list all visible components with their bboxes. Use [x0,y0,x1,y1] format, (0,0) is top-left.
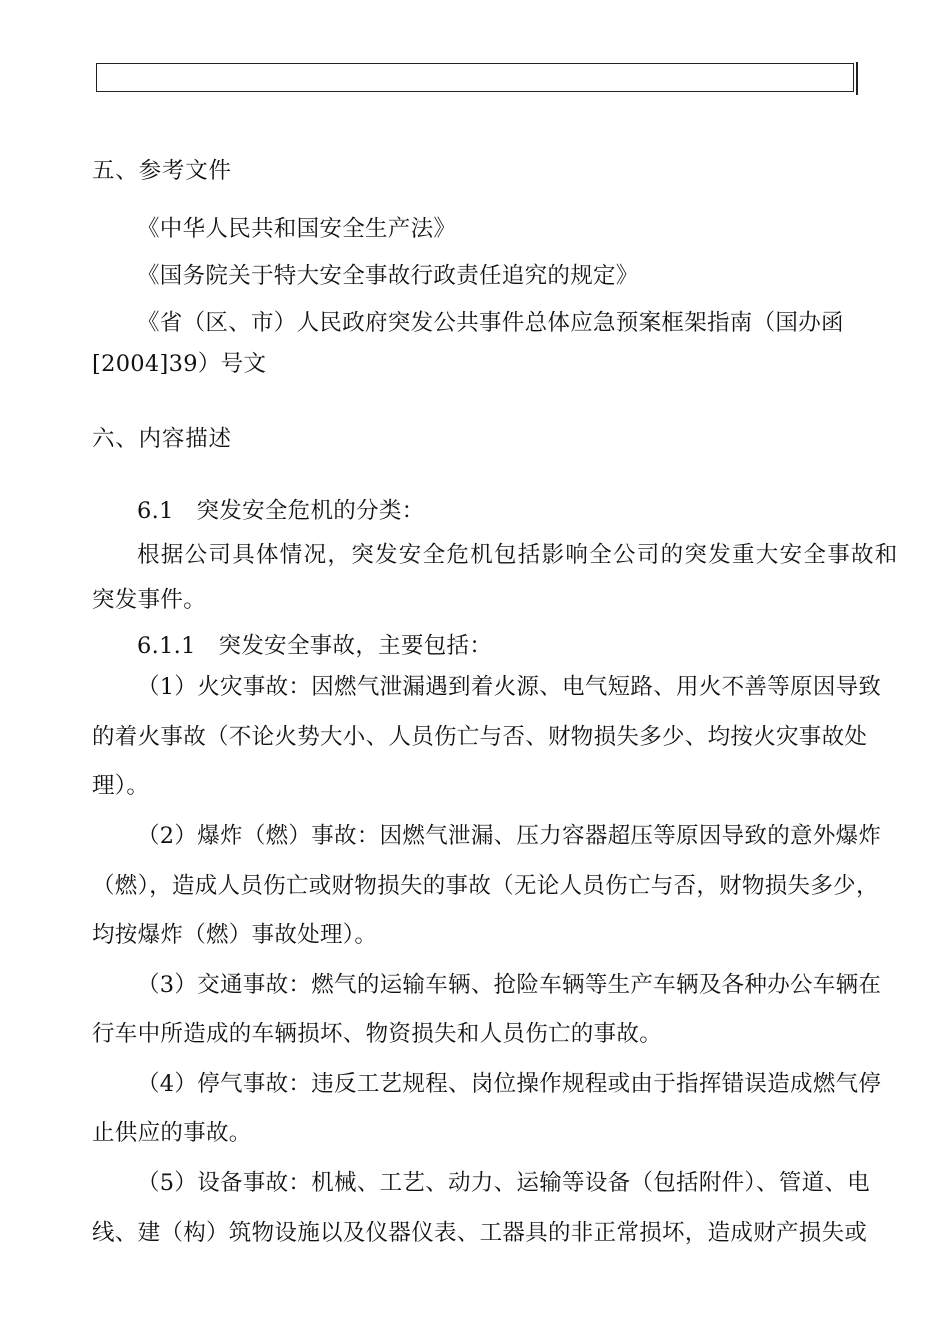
paragraph-line: 均按爆炸（燃）事故处理）。 [92,922,378,948]
table-border-remnant [96,63,854,92]
reference-1: 《中华人民共和国安全生产法》 [137,216,457,242]
paragraph-line: （5）设备事故：机械、工艺、动力、运输等设备（包括附件）、管道、电 [137,1170,870,1196]
paragraph-line: 突发事件。 [92,587,207,613]
paragraph-line: 行车中所造成的车辆损坏、物资损失和人员伤亡的事故。 [92,1021,663,1047]
subsection-6-1: 6.1 突发安全危机的分类： [137,498,425,524]
reference-3: 《省（区、市）人民政府突发公共事件总体应急预案框架指南（国办函 [137,310,844,336]
paragraph-line: 线、建（构）筑物设施以及仪器仪表、工器具的非正常损坏，造成财产损失或 [92,1220,868,1246]
paragraph-line: 理）。 [92,773,150,799]
paragraph-line: （燃），造成人员伤亡或财物损失的事故（无论人员伤亡与否，财物损失多少， [92,873,879,899]
paragraph-line: 根据公司具体情况，突发安全危机包括影响全公司的突发重大安全事故和 [137,542,899,568]
paragraph-line: 止供应的事故。 [92,1120,252,1146]
paragraph-line: 的着火事故（不论火势大小、人员伤亡与否、财物损失多少、均按火灾事故处 [92,724,868,750]
section-6-heading: 六、内容描述 [92,426,232,452]
section-5-heading: 五、参考文件 [92,158,232,184]
paragraph-line: （1）火灾事故：因燃气泄漏遇到着火源、电气短路、用火不善等原因导致 [137,674,882,700]
subsection-6-1-1: 6.1.1 突发安全事故，主要包括： [137,633,493,659]
reference-2: 《国务院关于特大安全事故行政责任追究的规定》 [137,263,639,289]
reference-3-continued: [2004]39）号文 [92,351,267,377]
paragraph-line: （3）交通事故：燃气的运输车辆、抢险车辆等生产车辆及各种办公车辆在 [137,972,882,998]
paragraph-line: （4）停气事故：违反工艺规程、岗位操作规程或由于指挥错误造成燃气停 [137,1071,882,1097]
paragraph-line: （2）爆炸（燃）事故：因燃气泄漏、压力容器超压等原因导致的意外爆炸 [137,823,882,849]
